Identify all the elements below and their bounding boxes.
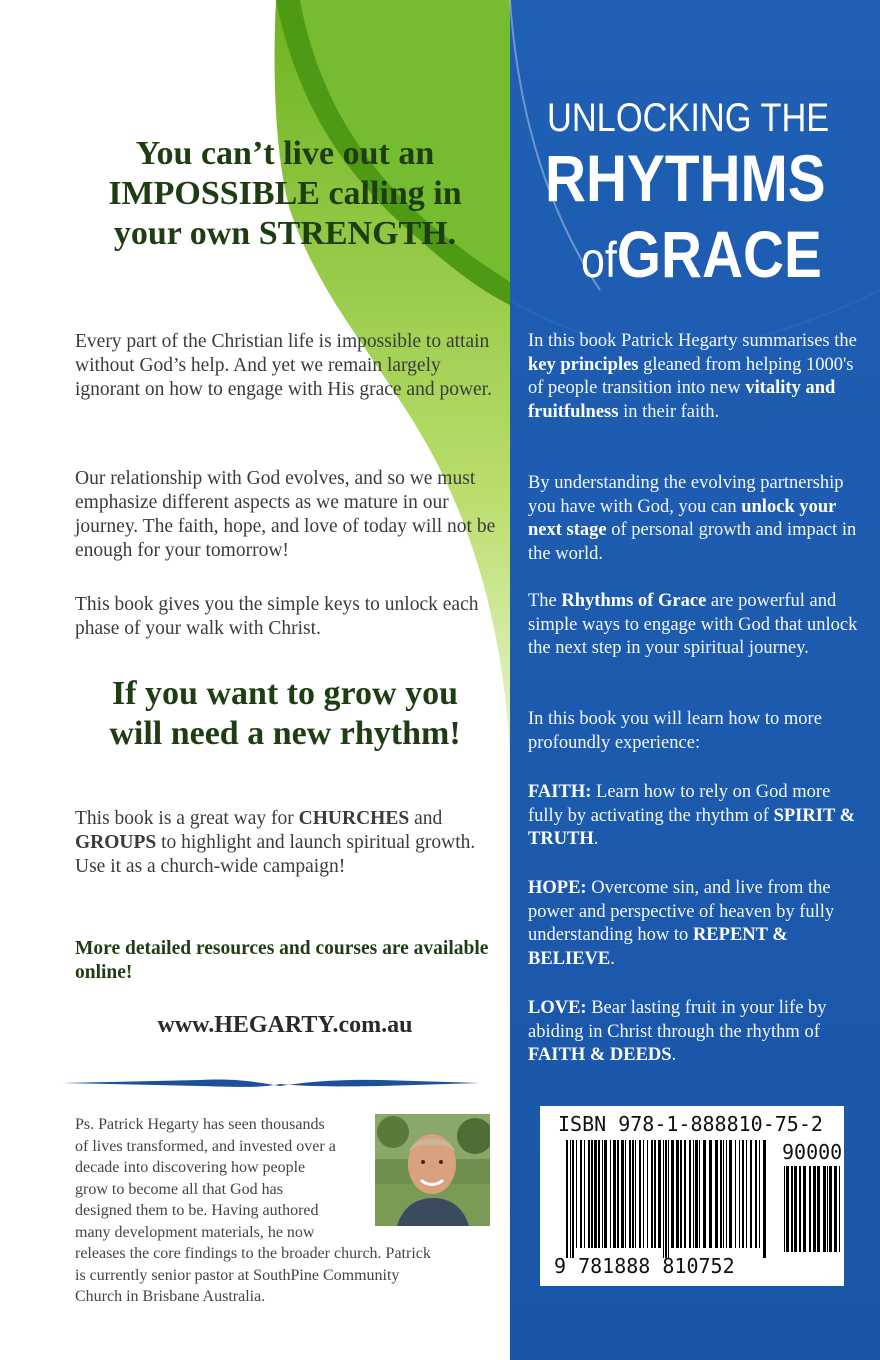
headline-top-line-1: You can’t live out an <box>135 135 435 172</box>
groups-paragraph <box>75 807 505 879</box>
r1-text-2: gleaned from helping 1000's of people transition into new <box>528 354 854 398</box>
barcode-bars <box>566 1140 766 1258</box>
bio-line-8: is currently senior pastor at SouthPine Community <box>75 1266 400 1284</box>
intro-paragraph: Every part of the Christian life is impossible to attain without God’s help. And yet we remain largely ignorant on how to engage with His grace and power. <box>75 331 492 400</box>
isbn-barcode <box>540 1106 844 1286</box>
keys-paragraph: This book gives you the simple keys to unlock each phase of your walk with Christ. <box>75 594 479 639</box>
r1-text-1: In this book Patrick Hegarty summarises the <box>528 331 857 351</box>
headline-mid-line-2: will need a new rhythm! <box>109 715 461 752</box>
book-title-line-3 <box>581 216 822 292</box>
price-code: 90000 <box>782 1140 843 1164</box>
website-url[interactable]: www.HEGARTY.com.au <box>157 1012 413 1038</box>
bio-line-1: Ps. Patrick Hegarty has seen thousands <box>75 1116 325 1133</box>
book-title-line-1: UNLOCKING THE <box>547 96 830 140</box>
faith-text-2: . <box>593 829 599 849</box>
headline-mid <box>60 674 510 754</box>
headline-top-line-3: your own STRENGTH. <box>113 215 457 252</box>
rhythms-paragraph <box>528 590 863 661</box>
love-label: LOVE: <box>528 998 587 1018</box>
r1-text-3: in their faith. <box>618 401 720 422</box>
r1-bold-1: key principles <box>528 354 639 375</box>
r3-bold-1: Rhythms of Grace <box>561 591 707 611</box>
groups-text-3: to highlight and launch spiritual growth. Use it as a church-wide campaign! <box>75 832 476 877</box>
summary-paragraph <box>528 330 863 424</box>
partnership-paragraph <box>528 472 863 566</box>
love-bold: FAITH & DEEDS <box>528 1045 672 1065</box>
r1-bold-2: vitality and fruitfulness <box>528 378 836 422</box>
relationship-paragraph: Our relationship with God evolves, and so we must emphasize different aspects as we mature in our journey. The faith, hope, and love of today will not be enough for your tomorrow! <box>75 468 496 561</box>
headline-top-line-2: IMPOSSIBLE calling in <box>108 175 462 212</box>
book-title-line-2: RHYTHMS <box>545 141 826 215</box>
ean-number: 9 781888 810752 <box>554 1254 735 1278</box>
bio-line-4: grow to become all that God has <box>75 1180 283 1198</box>
bio-line-2: of lives transformed, and invested over a <box>75 1137 336 1155</box>
bio-line-7: releases the core findings to the broader church. Patrick <box>75 1245 431 1262</box>
hope-text-1: Overcome sin, and live from the power and perspective of heaven by fully understanding how to <box>528 878 835 945</box>
author-bio <box>75 1114 495 1308</box>
hope-bold: REPENT & BELIEVE <box>528 925 788 969</box>
r3-text-1: The <box>528 591 562 611</box>
resources-note: More detailed resources and courses are available online! <box>75 938 489 983</box>
bio-line-3: decade into discovering how people <box>75 1159 306 1176</box>
book-title-grace: GRACE <box>616 217 822 291</box>
headline-mid-line-1: If you want to grow you <box>111 675 458 712</box>
isbn-number: ISBN 978-1-888810-75-2 <box>558 1112 823 1136</box>
love-text-1: Bear lasting fruit in your life by abiding in Christ through the rhythm of <box>528 998 827 1042</box>
bio-line-6: many development materials, he now <box>75 1223 315 1241</box>
learn-intro-paragraph: In this book you will learn how to more profoundly experience: <box>528 709 822 753</box>
faith-label: FAITH: <box>528 782 592 802</box>
love-text-2: . <box>671 1045 677 1065</box>
bio-line-5: designed them to be. Having authored <box>75 1202 319 1219</box>
r3-text-2: are powerful and simple ways to engage with God that unlock the next step in your spiritual journey. <box>528 591 858 658</box>
price-barcode-bars <box>784 1166 840 1252</box>
hope-label: HOPE: <box>528 878 587 898</box>
groups-text-1: This book is a great way for <box>75 808 299 829</box>
groups-bold-churches: CHURCHES <box>298 808 410 829</box>
faith-bold: SPIRIT & TRUTH <box>528 805 855 849</box>
headline-top <box>60 134 510 254</box>
r2-text-2: of personal growth and impact in the world. <box>528 520 857 564</box>
r2-bold-1: unlock your next stage <box>528 496 836 540</box>
book-title-of: of <box>581 232 617 288</box>
faith-text-1: Learn how to rely on God more fully by activating the rhythm of <box>528 782 831 826</box>
bio-line-9: Church in Brisbane Australia. <box>75 1288 266 1305</box>
love-paragraph <box>528 997 863 1068</box>
r2-text-1: By understanding the evolving partnership you have with God, you can <box>528 473 844 517</box>
groups-bold-groups: GROUPS <box>75 832 157 853</box>
groups-text-2: and <box>409 808 443 829</box>
hope-text-2: . <box>610 948 615 969</box>
faith-paragraph <box>528 781 863 852</box>
hope-paragraph <box>528 877 863 971</box>
